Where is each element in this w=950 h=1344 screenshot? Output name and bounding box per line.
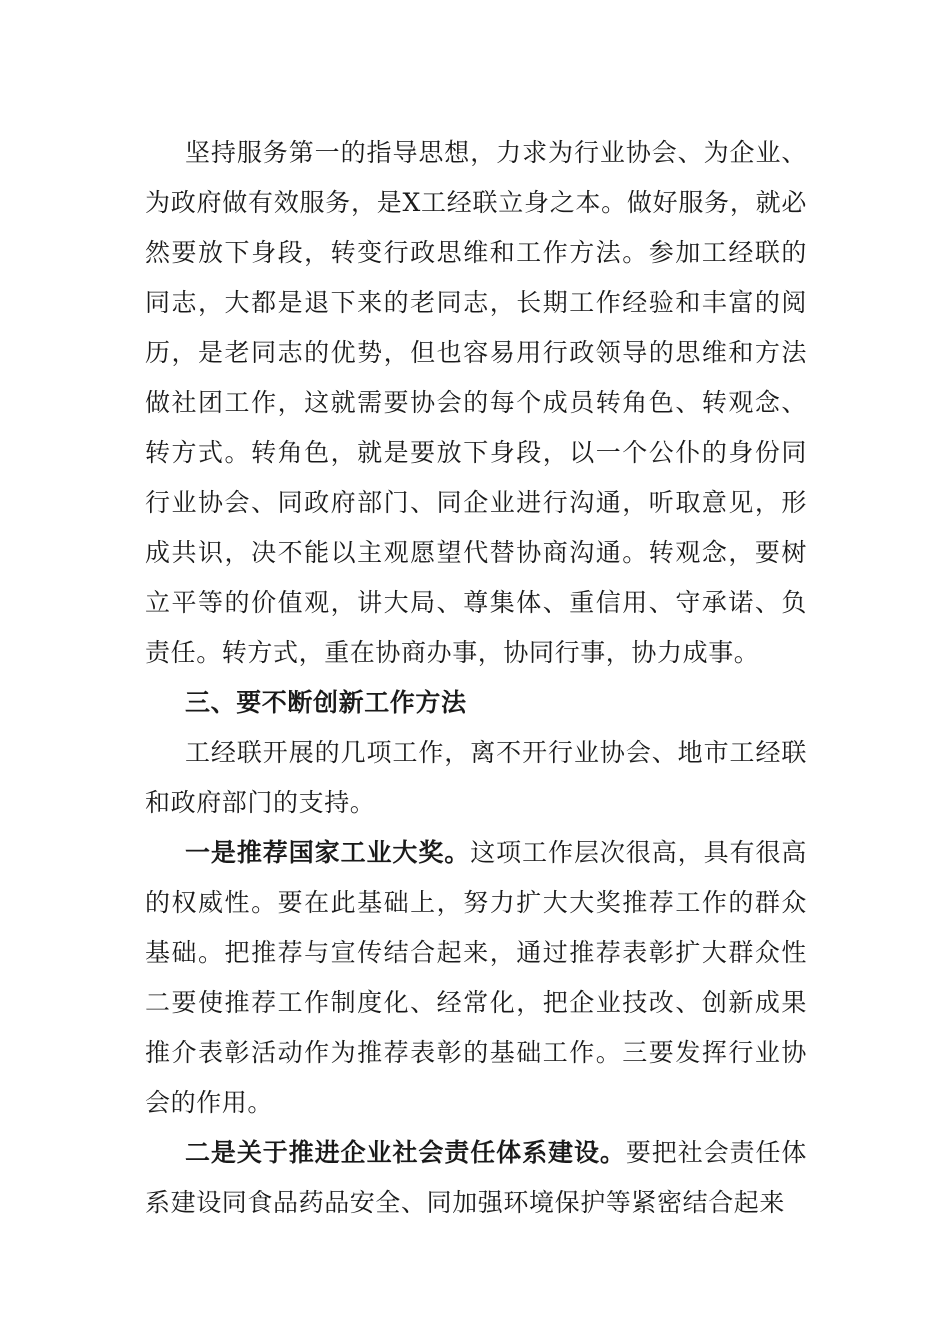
- section-heading-innovate-methods: 三、要不断创新工作方法: [185, 688, 467, 717]
- industry-award-text: 这项工作层次很高，具有很高的权威性。要在此基础上，努力扩大大奖推荐工作的群众基础。把推荐与宣传结合起来，通过推荐表彰扩大群众性二要使推荐工作制度化、经常化，把企业技改、创新成果推介表彰活动作为推荐表彰的基础工作。三要发挥行业协会的作用。: [145, 838, 807, 1117]
- paragraph-social-responsibility: [145, 1128, 807, 1228]
- paragraph-support: 工经联开展的几项工作，离不开行业协会、地市工经联和政府部门的支持。: [145, 738, 807, 817]
- industry-award-lead: 一是推荐国家工业大奖。: [185, 838, 471, 867]
- social-responsibility-text: 要把社会责任体系建设同食品药品安全、同加强环境保护等紧密结合起来: [145, 1138, 808, 1217]
- paragraph-industry-award: [145, 828, 807, 1128]
- social-responsibility-lead: 二是关于推进企业社会责任体系建设。: [185, 1138, 626, 1167]
- paragraph-service-first: 坚持服务第一的指导思想，力求为行业协会、为企业、为政府做有效服务，是X工经联立身之本。做好服务，就必然要放下身段，转变行政思维和工作方法。参加工经联的同志，大都是退下来的老同志，长期工作经验和丰富的阅历，是老同志的优势，但也容易用行政领导的思维和方法做社团工作，这就需要协会的每个成员转角色、转观念、转方式。转角色，就是要放下身段，以一个公仆的身份同行业协会、同政府部门、同企业进行沟通，听取意见，形成共识，决不能以主观愿望代替协商沟通。转观念，要树立平等的价值观，讲大局、尊集体、重信用、守承诺、负责任。转方式，重在协商办事，协同行事，协力成事。: [145, 138, 807, 667]
- document-page: [145, 128, 807, 1228]
